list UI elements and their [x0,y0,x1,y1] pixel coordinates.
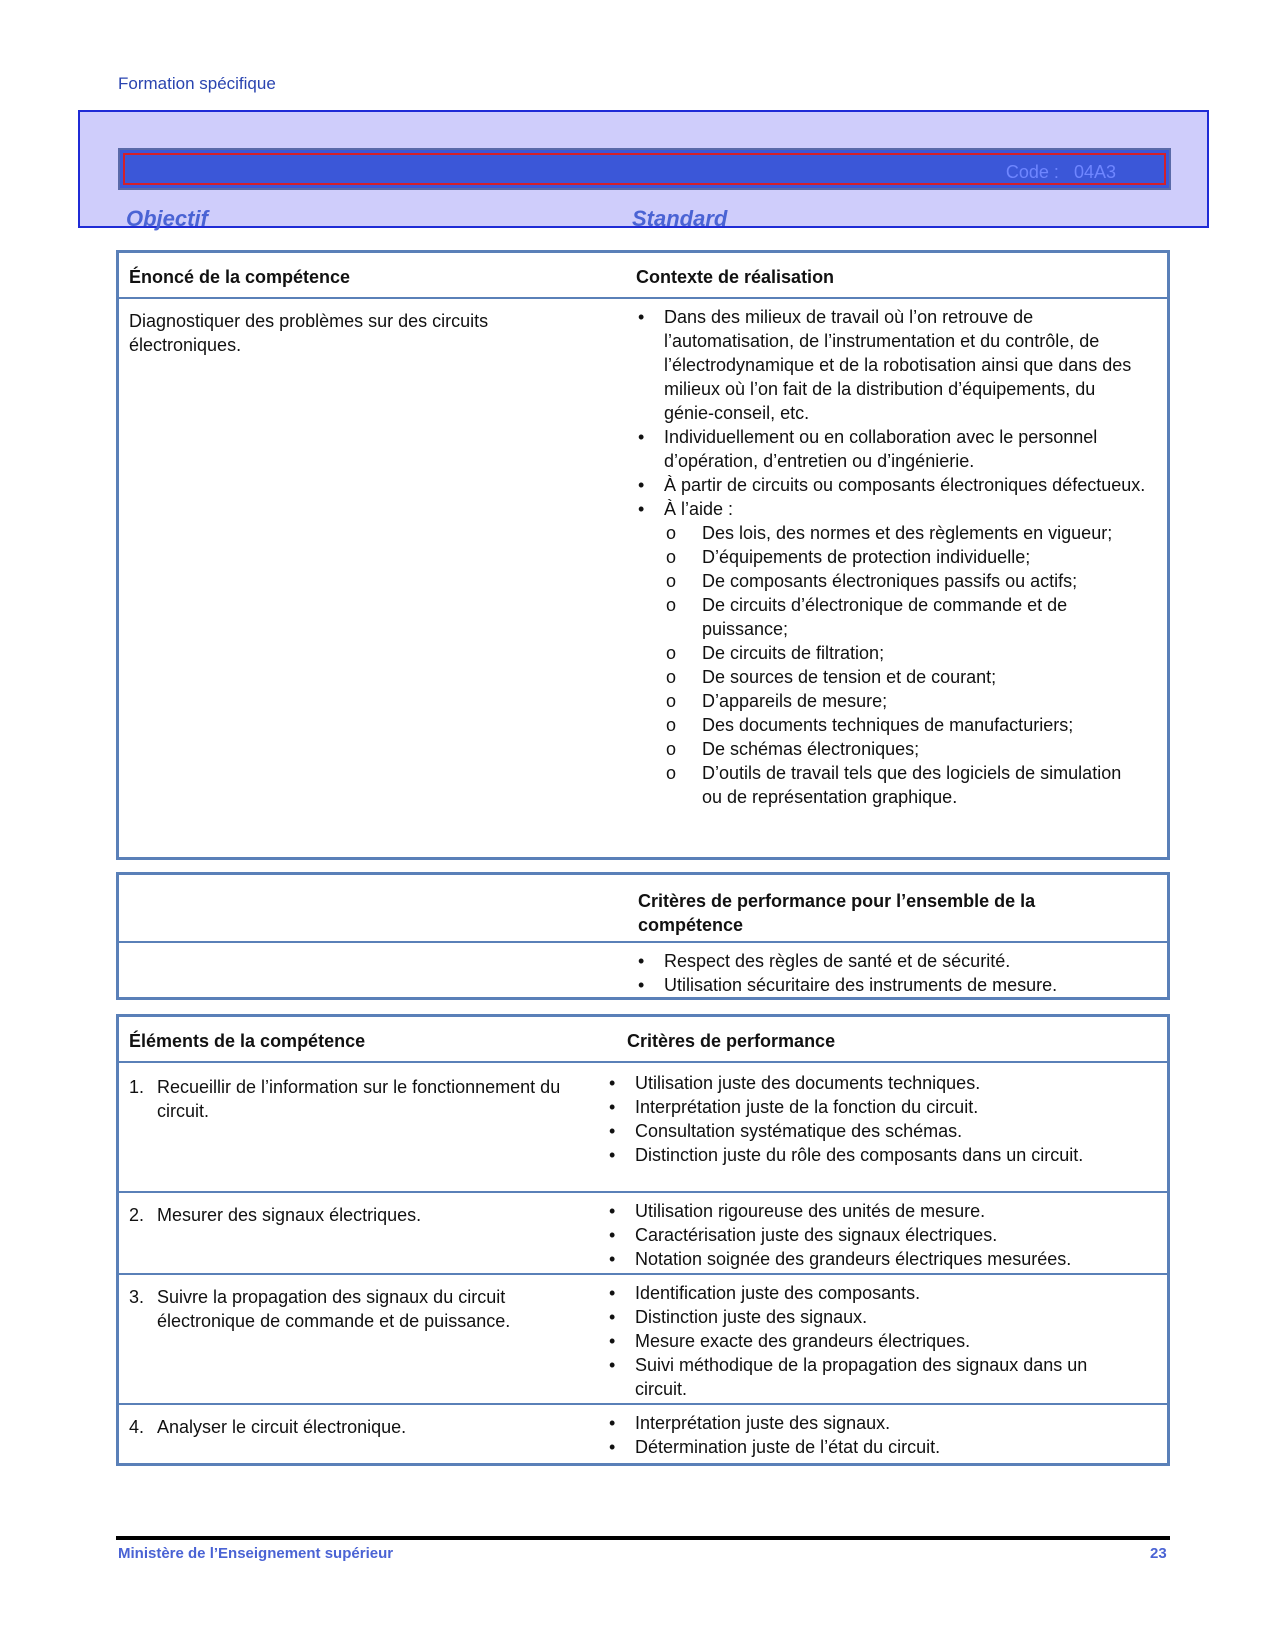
overall-criteria-header-row [119,875,1167,943]
code-bar-inner-frame [123,153,1166,185]
aide-item: o De circuits d’électronique de commande et de puissance; [702,593,1146,641]
competence-statement: Diagnostiquer des problèmes sur des circuits électroniques. [129,311,489,355]
criterion: • Identification juste des composants. [607,1281,1127,1305]
elements-header: Éléments de la compétence [129,1031,366,1051]
element-number: 3. [129,1287,145,1307]
overall-criterion: • Respect des règles de santé et de sécurité. [636,949,1146,973]
code-label-group [1006,162,1116,183]
elements-table [116,1014,1170,1466]
code-label: Code : [1005,162,1059,182]
element-label: Mesurer des signaux électriques. [157,1205,422,1225]
page-number: 23 [1150,1545,1167,1562]
elements-table-header [119,1017,1167,1063]
context-header: Contexte de réalisation [636,267,835,287]
criterion: • Distinction juste du rôle des composants dans un circuit. [607,1143,1127,1167]
competence-table [116,250,1170,860]
context-item: • Dans des milieux de travail où l’on retrouve de l’automatisation, de l’instrumentation et du contrôle, de l’électrodynamique et de la robotisation ainsi que dans des milieux où l’on fait de la distribution d’équipements, du génie-conseil, etc. [636,305,1146,425]
footer-rule [116,1536,1170,1540]
criterion: • Détermination juste de l’état du circuit. [607,1435,1127,1459]
aide-item: o Des lois, des normes et des règlements en vigueur; [702,521,1146,545]
element-label: Analyser le circuit électronique. [157,1417,407,1437]
element-label-block [129,1075,589,1123]
criteria-list [607,1281,1127,1401]
element-number: 2. [129,1205,145,1225]
aide-item: o D’équipements de protection individuelle; [702,545,1146,569]
context-item-aide [636,497,1146,809]
section-standard: Standard [632,206,728,231]
criteria-list [607,1199,1127,1271]
aide-item: o De composants électroniques passifs ou actifs; [702,569,1146,593]
context-item-aide-label: À l’aide : [664,499,734,519]
criterion: • Suivi méthodique de la propagation des signaux dans un circuit. [607,1353,1127,1401]
criterion: • Caractérisation juste des signaux électriques. [607,1223,1127,1247]
criterion: • Distinction juste des signaux. [607,1305,1127,1329]
code-bar [118,148,1171,190]
element-label: Suivre la propagation des signaux du circuit électronique de commande et de puissance. [157,1287,511,1331]
element-label-block [129,1203,589,1227]
element-row [119,1275,1167,1405]
aide-item: o De sources de tension et de courant; [702,665,1146,689]
section-objectif: Objectif [126,206,208,231]
criterion: • Consultation systématique des schémas. [607,1119,1127,1143]
code-value: 04A3 [1073,162,1116,182]
criterion: • Interprétation juste des signaux. [607,1411,1127,1435]
element-label: Recueillir de l’information sur le fonctionnement du circuit. [157,1077,561,1121]
criteria-list [607,1411,1127,1459]
element-label-block [129,1415,589,1439]
element-number: 1. [129,1077,145,1097]
competence-table-header [119,253,1167,299]
aide-item: o De circuits de filtration; [702,641,1146,665]
element-row [119,1063,1167,1193]
criterion: • Utilisation rigoureuse des unités de mesure. [607,1199,1127,1223]
criteria-header: Critères de performance [627,1031,836,1051]
running-head: Formation spécifique [118,74,276,93]
overall-criteria-list [636,949,1146,997]
context-item: • Individuellement ou en collaboration avec le personnel d’opération, d’entretien ou d’ingénierie. [636,425,1146,473]
criterion: • Notation soignée des grandeurs électriques mesurées. [607,1247,1127,1271]
aide-item: o D’appareils de mesure; [702,689,1146,713]
overall-criterion: • Utilisation sécuritaire des instruments de mesure. [636,973,1146,997]
element-label-block [129,1285,589,1333]
aide-item: o D’outils de travail tels que des logiciels de simulation ou de représentation graphique. [702,761,1146,809]
context-list [636,305,1146,809]
element-number: 4. [129,1417,145,1437]
element-row [119,1405,1167,1463]
overall-criteria-table [116,872,1170,1000]
criterion: • Mesure exacte des grandeurs électriques. [607,1329,1127,1353]
criteria-list [607,1071,1127,1167]
criterion: • Interprétation juste de la fonction du circuit. [607,1095,1127,1119]
aide-item: o De schémas électroniques; [702,737,1146,761]
overall-criteria-header: Critères de performance pour l’ensemble de la compétence [638,891,1036,935]
footer-ministry: Ministère de l’Enseignement supérieur [118,1545,394,1562]
aide-sublist [664,521,1146,809]
context-item: • À partir de circuits ou composants électroniques défectueux. [636,473,1146,497]
element-row [119,1193,1167,1275]
criterion: • Utilisation juste des documents techniques. [607,1071,1127,1095]
aide-item: o Des documents techniques de manufacturiers; [702,713,1146,737]
statement-header: Énoncé de la compétence [129,267,351,287]
